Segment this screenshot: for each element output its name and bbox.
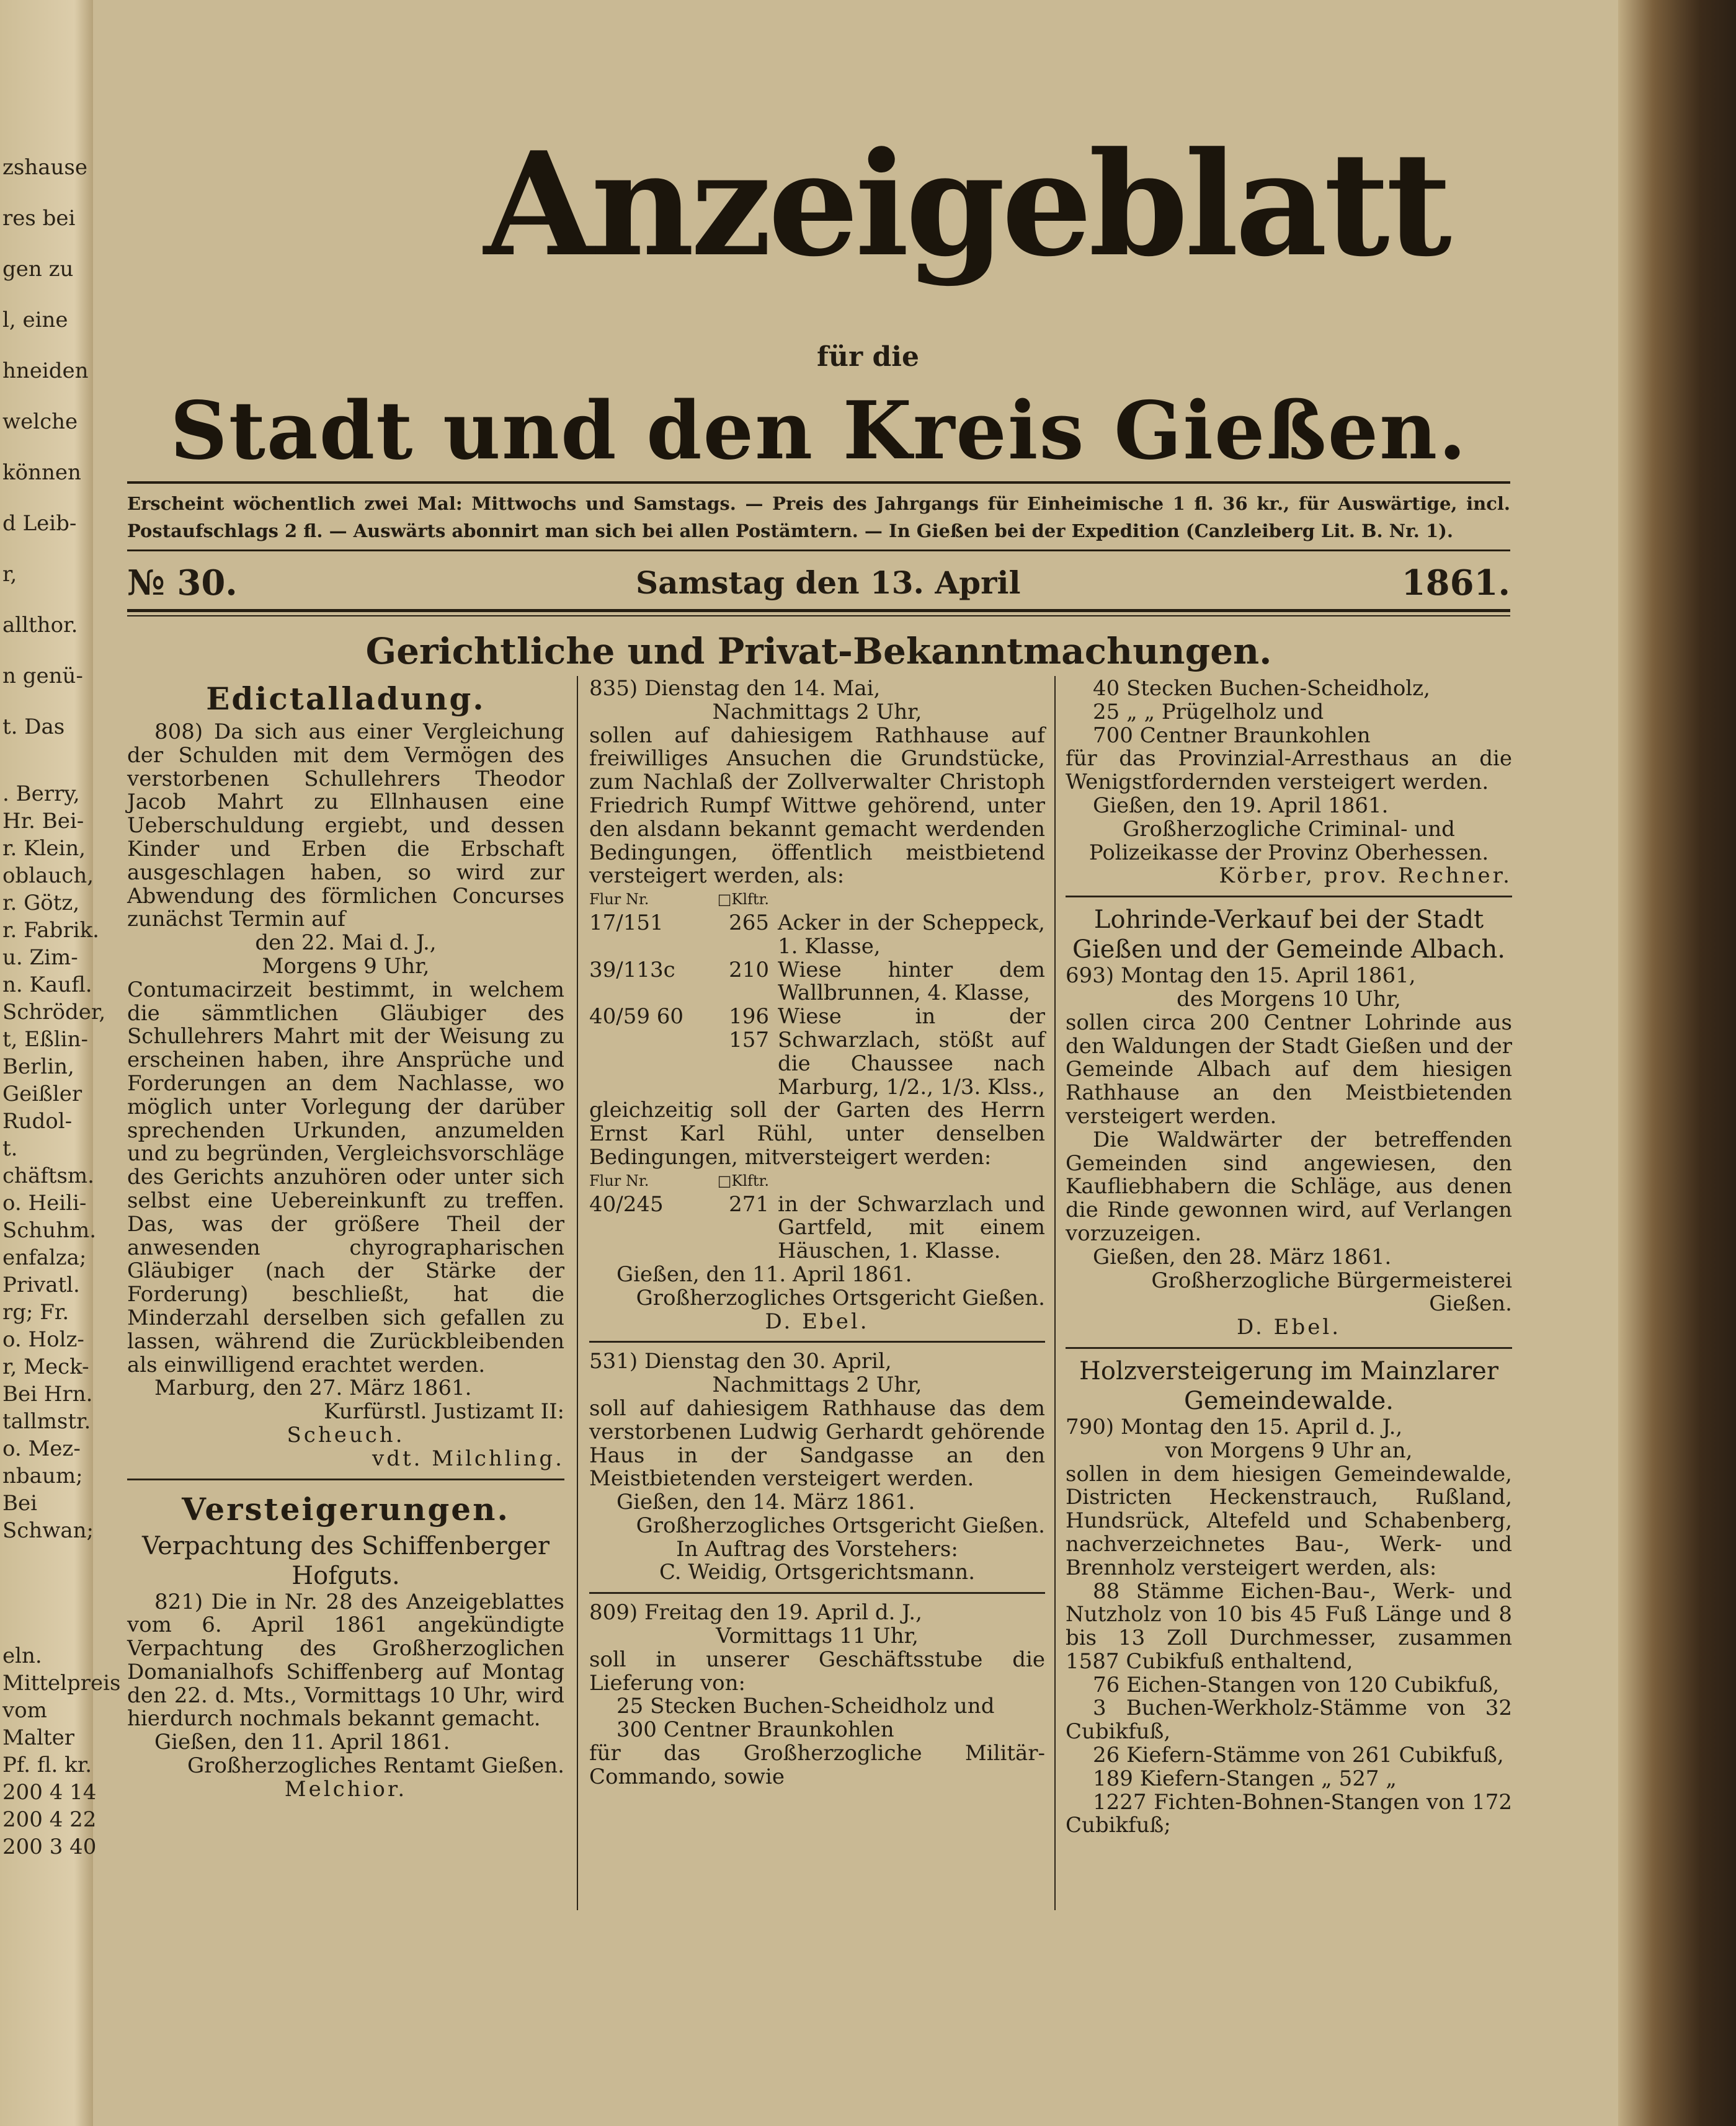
n835-paragraph-1: sollen auf dahiesigem Rathhause auf freiwilliges Ansuchen die Grundstücke, zum Nachlaß der Zollverwalter Christoph Friedrich Rumpf Wittwe gehörend, unter den alsdann bekannt gemacht werdenden Bedingungen, öffentlich meistbietend versteigert werden, als: xyxy=(589,723,1045,889)
row-flur: 39/113c xyxy=(589,957,675,982)
margin-fragment: n genü- xyxy=(2,664,83,688)
n809-paragraph-1: soll in unserer Geschäftsstube die Lieferung von: xyxy=(589,1647,1045,1696)
rule-double-2 xyxy=(127,615,1510,616)
cont-signature: Körber, prov. Rechner. xyxy=(1219,863,1512,889)
auction-title: Versteigerungen. xyxy=(182,1490,510,1528)
margin-fragment: allthor. xyxy=(2,613,78,638)
margin-fragment: t. xyxy=(2,1136,18,1161)
margin-fragment: r. Fabrik. xyxy=(2,918,99,943)
edict-date-line: den 22. Mai d. J., xyxy=(255,930,437,956)
issue-row xyxy=(127,558,1510,608)
margin-fragment: hneiden xyxy=(2,358,89,383)
margin-fragment: res bei xyxy=(2,206,76,231)
row-flur: 17/151 xyxy=(589,910,664,935)
row-klftr: 271 xyxy=(729,1191,769,1217)
margin-fragment: zshause xyxy=(2,155,87,180)
lohrinde-title: Lohrinde-Verkauf bei der Stadt Gießen und der Gemeinde Albach. xyxy=(1072,905,1506,964)
n835-head-2: Nachmittags 2 Uhr, xyxy=(712,699,922,724)
margin-fragment: Schwan; xyxy=(2,1518,94,1543)
margin-fragment: tallmstr. xyxy=(2,1409,91,1434)
margin-fragment: l, eine xyxy=(2,308,68,332)
row-klftr: 196 157 xyxy=(729,1004,769,1052)
column-3 xyxy=(1066,677,1512,1838)
rule-col3-b xyxy=(1066,1347,1512,1349)
lohrinde-paragraph-2: Die Waldwärter der betreffenden Gemeinden sind angewiesen, den Kaufliebhabern die Schläge, aus denen die Rinde gewonnen wird, auf Verlangen vorzuzeigen. xyxy=(1066,1127,1512,1246)
margin-fragment: t, Eßlin- xyxy=(2,1027,88,1052)
row-klftr: 265 xyxy=(729,910,769,935)
cont-item-3: 700 Centner Braunkohlen xyxy=(1093,723,1371,748)
row-desc: Acker in der Scheppeck, 1. Klasse, xyxy=(778,910,1045,959)
table-row xyxy=(589,912,1045,959)
holz-item-6: 1227 Fichten-Bohnen-Stangen von 172 Cubikfuß; xyxy=(1066,1789,1512,1838)
cont-office: Großherzogliche Criminal- und Polizeikasse der Provinz Oberhessen. xyxy=(1088,816,1489,865)
th-flur: Flur Nr. xyxy=(589,1172,649,1190)
margin-fragment: Pf. fl. kr. xyxy=(2,1753,92,1777)
margin-fragment: gen zu xyxy=(2,257,74,282)
margin-fragment: r. Götz, xyxy=(2,891,80,915)
margin-fragment: Schuhm. xyxy=(2,1218,97,1243)
edict-signature: Scheuch. xyxy=(287,1422,405,1448)
margin-fragment: o. Holz- xyxy=(2,1327,84,1352)
margin-fragment: Privatl. xyxy=(2,1273,80,1297)
margin-fragment: vom xyxy=(2,1698,47,1723)
row-desc: in der Schwarzlach und Gartfeld, mit einem Häuschen, 1. Klasse. xyxy=(778,1191,1045,1264)
margin-fragment: u. Zim- xyxy=(2,945,78,970)
row-desc: Wiese in der Schwarzlach, stößt auf die Chaussee nach Marburg, 1/2., 1/3. Klss., xyxy=(778,1004,1045,1100)
margin-fragment: d Leib- xyxy=(2,511,77,536)
n835-table2-header xyxy=(589,1170,1045,1193)
margin-fragment: o. Heili- xyxy=(2,1191,87,1216)
lohrinde-signature: D. Ebel. xyxy=(1236,1315,1342,1340)
masthead-city: Stadt und den Kreis Gießen. xyxy=(170,385,1467,478)
row-klftr: 210 xyxy=(729,957,769,982)
holz-item-3: 3 Buchen-Werkholz-Stämme von 32 Cubikfuß, xyxy=(1066,1696,1512,1745)
margin-fragment: Bei Hrn. xyxy=(2,1382,93,1407)
margin-fragment: nbaum; xyxy=(2,1464,83,1488)
margin-fragment: t. Das xyxy=(2,714,65,739)
n809-head-2: Vormittags 11 Uhr, xyxy=(716,1624,919,1649)
masthead-title: Anzeigeblatt xyxy=(484,121,1448,288)
n835-place: Gießen, den 11. April 1861. xyxy=(617,1261,912,1287)
row-flur: 40/245 xyxy=(589,1191,664,1217)
rule-col1 xyxy=(127,1479,564,1480)
lease-subtitle: Verpachtung des Schiffenberger Hofguts. xyxy=(141,1531,550,1590)
n809-head-1: 809) Freitag den 19. April d. J., xyxy=(589,1600,922,1626)
holz-item-4: 26 Kiefern-Stämme von 261 Cubikfuß, xyxy=(1093,1743,1504,1768)
n809-paragraph-2: für das Großherzogliche Militär-Commando, sowie xyxy=(589,1741,1045,1789)
lease-office: Großherzogliches Rentamt Gießen. xyxy=(187,1753,564,1779)
edict-place: Marburg, den 27. März 1861. xyxy=(154,1376,472,1401)
margin-fragment: chäftsm. xyxy=(2,1163,94,1188)
lohrinde-paragraph-1: sollen circa 200 Centner Lohrinde aus den Waldungen der Stadt Gießen und der Gemeinde Albach auf dem hiesigen Rathhause an den Meistbietenden versteigert werden. xyxy=(1066,1010,1512,1129)
margin-fragment: Hr. Bei- xyxy=(2,809,84,834)
holz-item-1: 88 Stämme Eichen-Bau-, Werk- und Nutzholz von 10 bis 45 Fuß Länge und 8 bis 13 Zoll Durchmesser, zusammen 1587 Cubikfuß enthaltend, xyxy=(1066,1578,1512,1674)
th-klftr: □Klftr. xyxy=(717,891,769,909)
margin-fragment: 200 4 14 xyxy=(2,1780,97,1805)
table-row xyxy=(589,1193,1045,1263)
column-1 xyxy=(127,677,564,1802)
lease-paragraph: 821) Die in Nr. 28 des Anzeigeblattes vom 6. April 1861 angekündigte Verpachtung des Großherzoglichen Domanialhofs Schiffenberg auf Montag den 22. d. Mts., Vormittags 10 Uhr, wird hierdurch nochmals bekannt gemacht. xyxy=(127,1589,564,1732)
margin-fragment: Schröder, xyxy=(2,1000,106,1025)
holz-item-5: 189 Kiefern-Stangen „ 527 „ xyxy=(1093,1766,1397,1791)
column-separator-1 xyxy=(577,676,578,1910)
n809-item-2: 300 Centner Braunkohlen xyxy=(617,1717,894,1743)
holz-head-1: 790) Montag den 15. April d. J., xyxy=(1066,1414,1403,1439)
edict-office: Kurfürstl. Justizamt II: xyxy=(324,1399,564,1425)
lohrinde-head-2: des Morgens 10 Uhr, xyxy=(1177,986,1401,1012)
margin-fragment: Berlin, xyxy=(2,1054,74,1079)
margin-fragment: Mittelpreis xyxy=(2,1671,121,1696)
rule-info xyxy=(127,549,1510,551)
margin-fragment: 200 3 40 xyxy=(2,1835,97,1859)
margin-fragment: Malter xyxy=(2,1725,74,1750)
cont-place: Gießen, den 19. April 1861. xyxy=(1093,793,1389,818)
lohrinde-head-1: 693) Montag den 15. April 1861, xyxy=(1066,963,1416,989)
n531-office: Großherzogliches Ortsgericht Gießen. xyxy=(636,1513,1045,1538)
margin-fragment: welche xyxy=(2,409,78,434)
edict-title: Edictalladung. xyxy=(206,680,486,717)
issue-year: 1861. xyxy=(1401,563,1510,603)
margin-fragment: . Berry, xyxy=(2,781,80,806)
margin-fragment: r. Klein, xyxy=(2,836,86,861)
edict-time-line: Morgens 9 Uhr, xyxy=(262,953,430,979)
margin-fragment: r, xyxy=(2,562,17,587)
holz-title: Holzversteigerung im Mainzlarer Gemeindewalde. xyxy=(1079,1356,1498,1415)
column-separator-2 xyxy=(1054,676,1056,1910)
margin-fragment: Geißler xyxy=(2,1082,82,1106)
n531-signature: C. Weidig, Ortsgerichtsmann. xyxy=(659,1560,976,1585)
n835-table-header xyxy=(589,888,1045,912)
section-title: Gerichtliche und Privat-Bekanntmachungen. xyxy=(365,630,1272,672)
book-spine-right xyxy=(1618,0,1736,2126)
margin-fragment: oblauch, xyxy=(2,863,94,888)
column-2 xyxy=(589,677,1045,1789)
n835-signature: D. Ebel. xyxy=(765,1309,870,1334)
lease-signature: Melchior. xyxy=(284,1776,407,1802)
holz-item-2: 76 Eichen-Stangen von 120 Cubikfuß, xyxy=(1093,1672,1500,1697)
n835-paragraph-2: gleichzeitig soll der Garten des Herrn Ernst Karl Rühl, unter denselben Bedingungen, mitversteigert werden: xyxy=(589,1098,1045,1170)
lohrinde-office: Großherzogliche Bürgermeisterei Gießen. xyxy=(1151,1268,1512,1317)
lohrinde-place: Gießen, den 28. März 1861. xyxy=(1093,1244,1392,1270)
edict-paragraph-1: 808) Da sich aus einer Vergleichung der Schulden mit dem Vermögen des verstorbenen Schullehrers Theodor Jacob Mahrt zu Ellnhausen eine Ueberschuldung ergiebt, und dessen Kinder und Erben die Erbschaft ausgeschlagen haben, so wird zur Abwendung des förmlichen Concurses zunächst Termin auf xyxy=(127,719,564,932)
rule-double-1 xyxy=(127,609,1510,612)
rule-col2-b xyxy=(589,1592,1045,1594)
margin-fragment: Bei xyxy=(2,1491,37,1516)
cont-item-1: 40 Stecken Buchen-Scheidholz, xyxy=(1093,676,1430,701)
n809-item-1: 25 Stecken Buchen-Scheidholz und xyxy=(617,1694,995,1719)
margin-fragment: können xyxy=(2,460,81,485)
rule-col3-a xyxy=(1066,896,1512,897)
margin-fragment: n. Kaufl. xyxy=(2,972,92,997)
n531-head-1: 531) Dienstag den 30. April, xyxy=(589,1349,892,1374)
edict-vdt: vdt. Milchling. xyxy=(372,1446,564,1471)
th-klftr: □Klftr. xyxy=(717,1172,769,1190)
left-facing-page xyxy=(0,0,121,2126)
row-flur: 40/59 60 xyxy=(589,1004,684,1030)
holz-paragraph: sollen in dem hiesigen Gemeindewalde, Districten Heckenstrauch, Rußland, Hundsrück, Altefeld und Schabenberg, nachverzeichnetes Bau-, Werk- und Brennholz versteigert werden, als: xyxy=(1066,1461,1512,1580)
margin-fragment: eln. xyxy=(2,1643,42,1668)
n835-head-1: 835) Dienstag den 14. Mai, xyxy=(589,676,881,701)
margin-fragment: r, Meck- xyxy=(2,1354,89,1379)
rule-col2-a xyxy=(589,1341,1045,1343)
issue-date: Samstag den 13. April xyxy=(636,564,1021,601)
subscription-info: Erscheint wöchentlich zwei Mal: Mittwochs und Samstags. — Preis des Jahrgangs für Einheimische 1 fl. 36 kr., für Auswärtige, incl. Postaufschlags 2 fl. — Auswärts abonnirt man sich bei allen Postämtern. — In Gießen bei der Expedition (Canzleiberg Lit. B. Nr. 1). xyxy=(127,493,1510,541)
holz-head-2: von Morgens 9 Uhr an, xyxy=(1165,1438,1413,1463)
margin-fragment: rg; Fr. xyxy=(2,1300,69,1325)
rule-top xyxy=(127,481,1510,484)
n531-paragraph: soll auf dahiesigem Rathhause das dem verstorbenen Ludwig Gerhardt gehörende Haus in der Sandgasse an den Meistbietenden versteigert werden. xyxy=(589,1395,1045,1492)
lease-place: Gießen, den 11. April 1861. xyxy=(154,1730,450,1755)
n531-auftrag: In Auftrag des Vorstehers: xyxy=(676,1536,958,1562)
margin-fragment: Rudol- xyxy=(2,1109,73,1134)
masthead-subtitle: für die xyxy=(817,341,919,373)
n531-place: Gießen, den 14. März 1861. xyxy=(617,1490,915,1515)
margin-fragment: o. Mez- xyxy=(2,1436,81,1461)
margin-fragment: 200 4 22 xyxy=(2,1807,97,1832)
th-flur: Flur Nr. xyxy=(589,891,649,909)
n531-head-2: Nachmittags 2 Uhr, xyxy=(712,1372,922,1398)
n835-office: Großherzogliches Ortsgericht Gießen. xyxy=(636,1285,1045,1310)
edict-paragraph-2: Contumacirzeit bestimmt, in welchem die sämmtlichen Gläubiger des Schullehrers Mahrt mit der Weisung zu erscheinen haben, ihre Ansprüche und Forderungen an dem Nachlasse, wo möglich unter Vorlegung der darüber sprechenden Urkunden, anzumelden und zu begründen, Vergleichsvorschläge des Gerichts anzuhören oder unter sich selbst eine Uebereinkunft zu treffen. Das, was der größere Theil der anwesenden chyrographarischen Gläubiger (nach der Stärke der Forderung) beschließt, hat die Minderzahl derselben sich gefallen zu lassen, während die Zurückbleibenden als einwilligend erachtet werden. xyxy=(127,977,564,1377)
margin-fragment: enfalza; xyxy=(2,1245,87,1270)
issue-number: № 30. xyxy=(127,563,238,603)
table-row xyxy=(589,959,1045,1006)
table-row xyxy=(589,1005,1045,1099)
cont-item-2: 25 „ „ Prügelholz und xyxy=(1093,699,1324,724)
row-desc: Wiese hinter dem Wallbrunnen, 4. Klasse, xyxy=(778,957,1045,1006)
cont-paragraph: für das Provinzial-Arresthaus an die Wenigstfordernden versteigert werden. xyxy=(1066,746,1512,795)
